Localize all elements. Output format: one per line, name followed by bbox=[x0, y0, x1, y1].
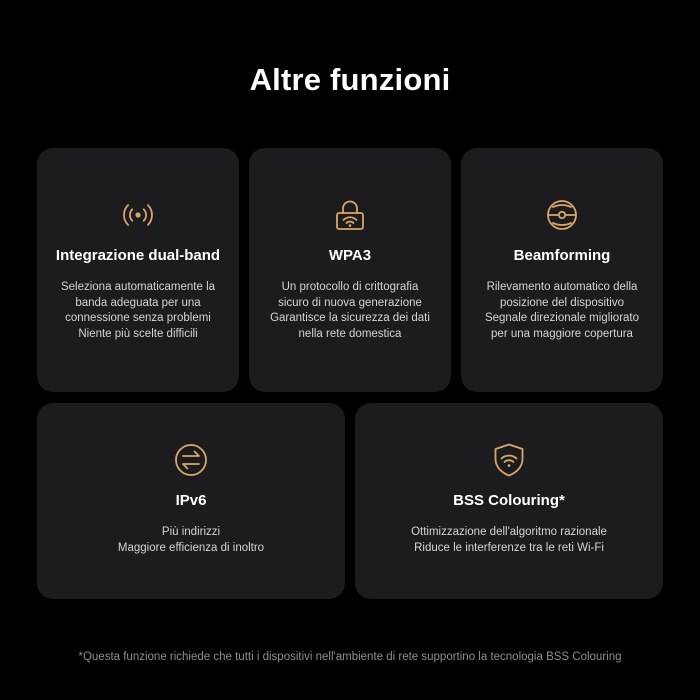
feature-heading: Integrazione dual-band bbox=[55, 247, 221, 264]
description-line: banda adeguata per una bbox=[75, 296, 201, 309]
description-line: per una maggiore copertura bbox=[491, 327, 633, 340]
feature-heading: BSS Colouring* bbox=[453, 492, 565, 509]
beamforming-icon bbox=[544, 197, 580, 233]
wifi-lock-icon bbox=[332, 197, 368, 233]
page-title: Altre funzioni bbox=[249, 62, 451, 97]
description-line: Riduce le interferenze tra le reti Wi-Fi bbox=[414, 541, 604, 554]
feature-card-wpa3 bbox=[249, 148, 451, 392]
feature-description bbox=[61, 280, 215, 342]
feature-heading: Beamforming bbox=[513, 247, 611, 264]
feature-card-dual-band bbox=[37, 148, 239, 392]
signal-broadcast-icon bbox=[120, 197, 156, 233]
description-line: Seleziona automaticamente la bbox=[60, 281, 216, 293]
feature-description bbox=[118, 525, 264, 556]
description-line: nella rete domestica bbox=[298, 327, 402, 340]
description-line: Più indirizzi bbox=[161, 526, 221, 538]
description-line: Rilevamento automatico della bbox=[486, 281, 638, 293]
description-line: Segnale direzionale migliorato bbox=[484, 312, 640, 324]
feature-heading: IPv6 bbox=[175, 492, 207, 509]
feature-heading: WPA3 bbox=[328, 247, 372, 264]
feature-card-ipv6 bbox=[37, 403, 345, 599]
description-line: Ottimizzazione dell'algoritmo razionale bbox=[411, 526, 607, 538]
description-line: Un protocollo di crittografia bbox=[281, 281, 419, 293]
feature-description bbox=[270, 280, 430, 342]
feature-card-bss-colouring bbox=[355, 403, 663, 599]
feature-description bbox=[411, 525, 607, 556]
description-line: Niente più scelte difficili bbox=[78, 327, 198, 340]
description-line: sicuro di nuova generazione bbox=[278, 296, 422, 309]
feature-card-beamforming bbox=[461, 148, 663, 392]
feature-description bbox=[485, 280, 639, 342]
swap-arrows-icon bbox=[173, 442, 209, 478]
footnote: *Questa funzione richiede che tutti i dispositivi nell'ambiente di rete supportino la tecnologia BSS Colouring bbox=[78, 651, 622, 663]
description-line: Maggiore efficienza di inoltro bbox=[117, 541, 265, 554]
description-line: Garantisce la sicurezza dei dati bbox=[270, 312, 430, 324]
description-line: posizione del dispositivo bbox=[499, 296, 624, 309]
description-line: connessione senza problemi bbox=[65, 312, 211, 324]
wifi-shield-icon bbox=[491, 442, 527, 478]
